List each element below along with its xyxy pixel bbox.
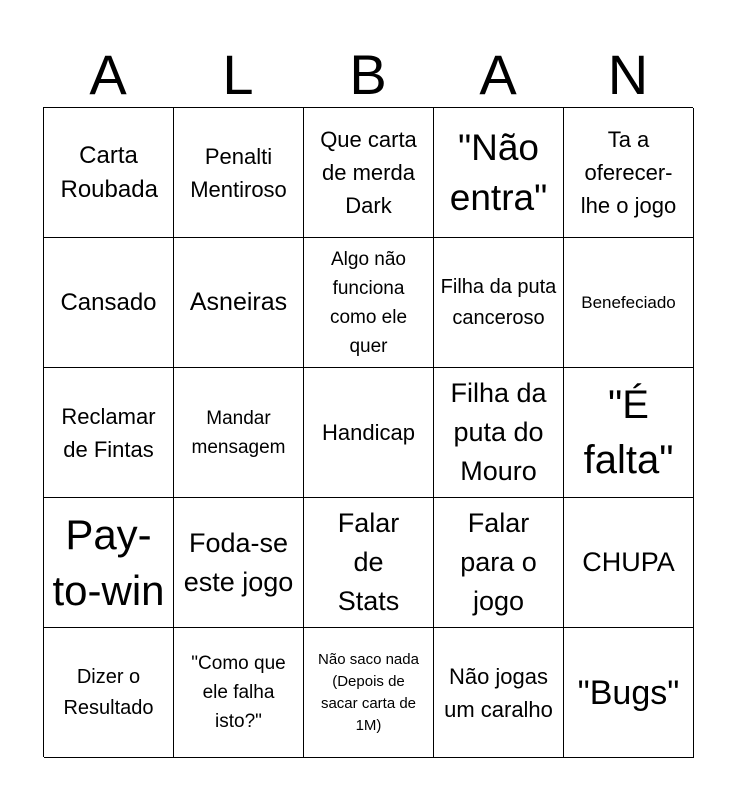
bingo-cell[interactable] bbox=[564, 628, 694, 758]
header-letter: A bbox=[479, 43, 517, 106]
cell-label: Pay-to-win bbox=[52, 510, 165, 614]
cell-label: Não jogas um caralho bbox=[444, 663, 553, 722]
cell-label: "Não entra" bbox=[449, 126, 548, 218]
bingo-cell[interactable] bbox=[304, 498, 434, 628]
cell-label: Falar para o jogo bbox=[460, 508, 537, 616]
cell-label: Falar de Stats bbox=[337, 508, 400, 616]
cell-label: Foda-se este jogo bbox=[183, 527, 294, 597]
cell-label: Ta a oferecer-lhe o jogo bbox=[580, 127, 677, 218]
header-letter: N bbox=[607, 43, 649, 106]
bingo-cell[interactable] bbox=[434, 628, 564, 758]
bingo-cell[interactable] bbox=[564, 498, 694, 628]
bingo-header bbox=[43, 42, 693, 108]
cell-label: "É falta" bbox=[583, 382, 674, 482]
cell-label: Dizer o Resultado bbox=[63, 665, 154, 719]
bingo-cell[interactable] bbox=[434, 238, 564, 368]
bingo-cell[interactable] bbox=[434, 368, 564, 498]
bingo-cell[interactable] bbox=[304, 368, 434, 498]
bingo-cell[interactable] bbox=[434, 498, 564, 628]
cell-label: Filha da puta do Mouro bbox=[450, 378, 547, 486]
header-letter: B bbox=[349, 43, 387, 106]
bingo-cell[interactable] bbox=[564, 368, 694, 498]
header-letter: L bbox=[222, 43, 254, 106]
cell-label: Reclamar de Fintas bbox=[61, 403, 156, 462]
cell-label: CHUPA bbox=[582, 547, 675, 577]
cell-label: Benefeciado bbox=[581, 293, 676, 312]
bingo-cell[interactable] bbox=[304, 628, 434, 758]
bingo-cell[interactable] bbox=[174, 498, 304, 628]
cell-label: Handicap bbox=[322, 420, 415, 445]
bingo-cell[interactable] bbox=[44, 368, 174, 498]
cell-label: Não saco nada (Depois de sacar carta de 1M) bbox=[318, 650, 419, 734]
cell-label: Penalti Mentiroso bbox=[190, 143, 287, 202]
bingo-cell[interactable] bbox=[174, 108, 304, 238]
bingo-cell[interactable] bbox=[434, 108, 564, 238]
cell-label: Carta Roubada bbox=[60, 141, 158, 203]
bingo-cell[interactable] bbox=[44, 498, 174, 628]
cell-label: Filha da puta canceroso bbox=[440, 275, 557, 329]
header-letter: A bbox=[89, 43, 127, 106]
cell-label: Mandar mensagem bbox=[191, 407, 286, 458]
bingo-card bbox=[43, 107, 693, 757]
cell-label: Cansado bbox=[60, 288, 157, 316]
bingo-cell[interactable] bbox=[174, 238, 304, 368]
bingo-cell[interactable] bbox=[174, 628, 304, 758]
cell-label: Asneiras bbox=[189, 288, 288, 316]
bingo-cell[interactable] bbox=[564, 238, 694, 368]
bingo-cell[interactable] bbox=[44, 628, 174, 758]
bingo-cell[interactable] bbox=[44, 108, 174, 238]
cell-label: "Bugs" bbox=[577, 673, 680, 712]
bingo-cell[interactable] bbox=[564, 108, 694, 238]
bingo-cell[interactable] bbox=[304, 238, 434, 368]
cell-label: "Como que ele falha isto?" bbox=[191, 653, 286, 732]
bingo-cell[interactable] bbox=[174, 368, 304, 498]
cell-label: Algo não funciona como ele quer bbox=[329, 248, 408, 357]
bingo-cell[interactable] bbox=[304, 108, 434, 238]
cell-label: Que carta de merda Dark bbox=[320, 127, 417, 218]
bingo-cell[interactable] bbox=[44, 238, 174, 368]
